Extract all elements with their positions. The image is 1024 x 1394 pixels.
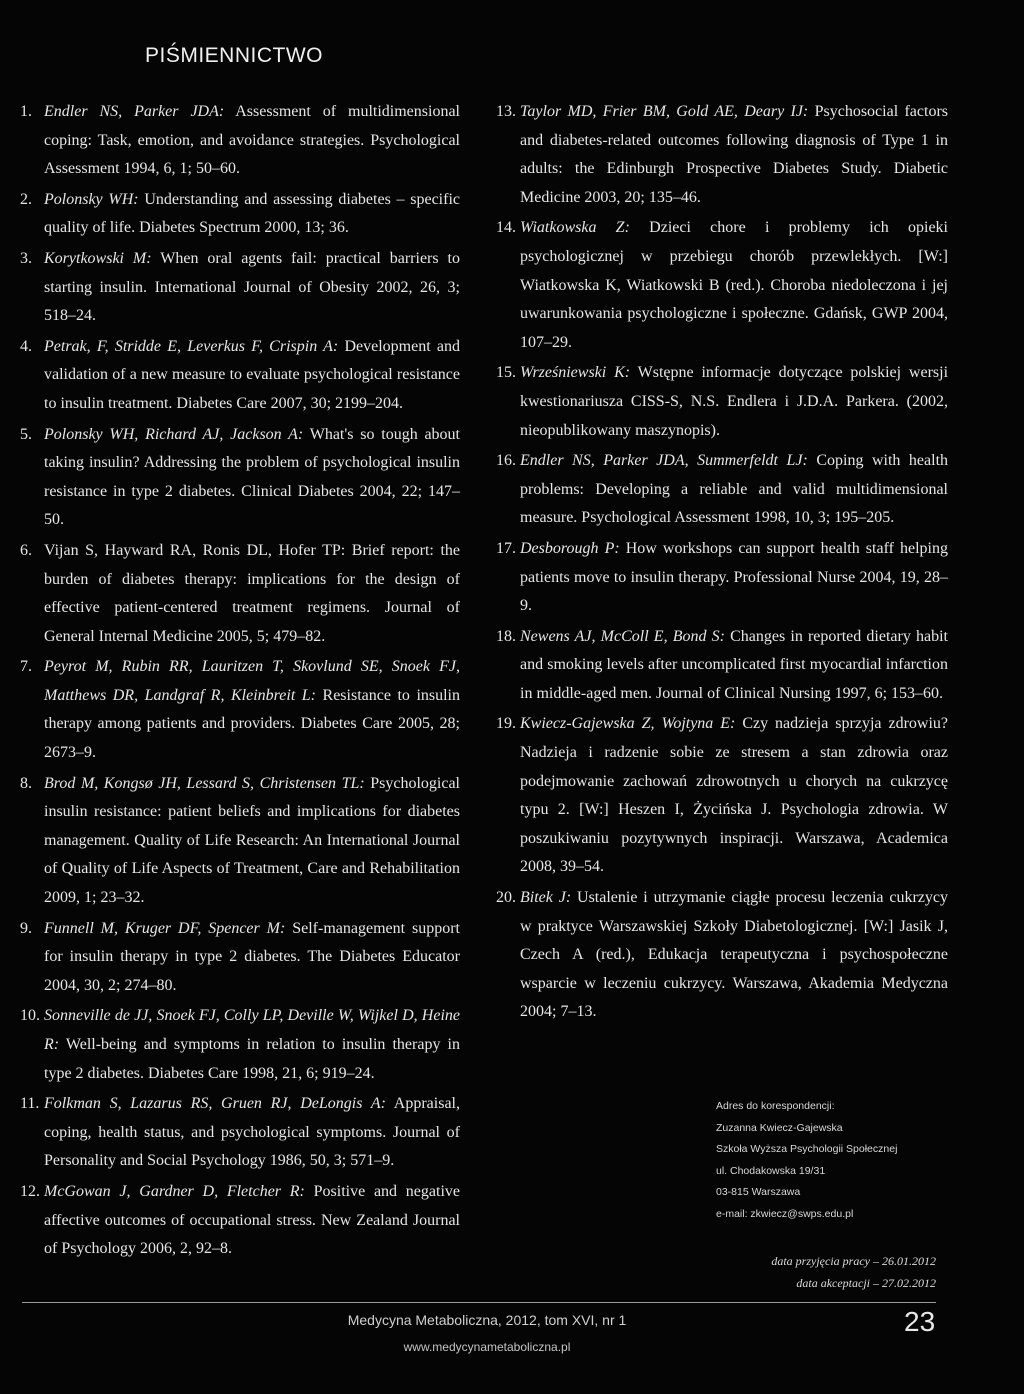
reference-authors: Polonsky WH, Richard AJ, Jackson A: — [44, 425, 304, 443]
reference-item — [20, 770, 460, 913]
references-column-left — [20, 98, 460, 1266]
reference-citation: What's so tough about taking insulin? Addressing the problem of psychological insulin resistance in type 2 diabetes. Clinical Diabetes 2004, 22; 147–50. — [44, 425, 460, 529]
reference-item — [496, 623, 948, 709]
reference-item — [496, 710, 948, 882]
reference-citation: Psychological insulin resistance: patient beliefs and implications for diabetes management. Quality of Life Research: An International Journal of Quality of Life Aspects of Treatment, Care and Rehabilitation 2009, 1; 23–32. — [44, 774, 461, 907]
references-heading: PIŚMIENNICTWO — [145, 44, 323, 67]
reference-citation: Psychosocial factors and diabetes-related outcomes following diagnosis of Type 1 in adults: the Edinburgh Prospective Diabetes Study. Diabetic Medicine 2003, 20; 135–46. — [520, 103, 948, 206]
reference-citation: Understanding and assessing diabetes – specific quality of life. Diabetes Spectrum 2000, 13; 36. — [44, 190, 461, 237]
reference-authors: Sonneville de JJ, Snoek FJ, Colly LP, Deville W, Wijkel D, Heine R: — [44, 1007, 460, 1053]
correspondence-block — [716, 1096, 952, 1225]
reference-number: 12. — [20, 1182, 40, 1200]
reference-authors: Wrześniewski K: — [520, 364, 631, 382]
date-accepted: data akceptacji – 27.02.2012 — [796, 1276, 936, 1290]
footer-divider — [22, 1302, 936, 1303]
reference-number: 6. — [20, 541, 32, 559]
reference-citation: Wstępne informacje dotyczące polskiej wersji kwestionariusza CISS-S, N.S. Endlera i J.D.A. Parkera. (2002, nieopublikowany maszynopis). — [520, 364, 949, 439]
reference-item — [496, 359, 948, 445]
reference-number: 4. — [20, 337, 32, 355]
reference-authors: Newens AJ, McColl E, Bond S: — [520, 627, 725, 645]
reference-citation: How workshops can support health staff helping patients move to insulin therapy. Professional Nurse 2004, 19, 28–9. — [520, 539, 948, 615]
reference-authors: Bitek J: — [520, 889, 572, 907]
reference-number: 14. — [496, 219, 516, 237]
reference-number: 10. — [20, 1007, 40, 1025]
date-received: data przyjęcia pracy – 26.01.2012 — [771, 1254, 936, 1268]
reference-citation: Self-management support for insulin therapy in type 2 diabetes. The Diabetes Educator 2004, 30, 2; 274–80. — [44, 919, 460, 994]
reference-citation: Appraisal, coping, health status, and psychological symptoms. Journal of Personality and Social Psychology 1986, 50, 3; 571–9. — [44, 1095, 460, 1170]
correspondence-city: 03-815 Warszawa — [716, 1186, 801, 1198]
reference-citation: Assessment of multidimensional coping: Task, emotion, and avoidance strategies. Psychological Assessment 1994, 6, 1; 50–60. — [44, 103, 460, 178]
reference-item — [496, 447, 948, 533]
reference-number: 11. — [20, 1095, 40, 1113]
reference-item — [20, 333, 460, 419]
reference-number: 17. — [496, 539, 516, 557]
reference-authors: Korytkowski M: — [44, 249, 152, 267]
reference-citation: Czy nadzieja sprzyja zdrowiu? Nadzieja i radzenie sobie ze stresem a stan zdrowia oraz podejmowanie zachowań zdrowotnych u chorych na cukrzycę typu 2. [W:] Heszen I, Życińska J. Psychologia zdrowia. W poszukiwaniu pozytywnych inspiracji. Warszawa, Academica 2008, 39–54. — [520, 715, 949, 876]
reference-item — [20, 537, 460, 651]
reference-number: 16. — [496, 452, 516, 470]
reference-number: 20. — [496, 889, 516, 907]
reference-authors: Folkman S, Lazarus RS, Gruen RJ, DeLongis A: — [44, 1095, 386, 1113]
reference-citation: Coping with health problems: Developing a reliable and valid multidimensional measure. Psychological Assessment 1998, 10, 3; 195–205. — [520, 452, 949, 527]
correspondence-email[interactable]: e-mail: zkwiecz@swps.edu.pl — [716, 1207, 854, 1220]
reference-number: 19. — [496, 715, 516, 733]
reference-item — [20, 653, 460, 767]
reference-authors: Funnell M, Kruger DF, Spencer M: — [44, 919, 286, 937]
correspondence-label: Adres do korespondencji: — [716, 1100, 835, 1112]
reference-item — [20, 1002, 460, 1088]
reference-authors: McGowan J, Gardner D, Fletcher R: — [44, 1182, 305, 1200]
reference-number: 7. — [20, 658, 32, 676]
article-dates — [771, 1250, 936, 1294]
reference-authors: Peyrot M, Rubin RR, Lauritzen T, Skovlund SE, Snoek FJ, Matthews DR, Landgraf R, Kleinbreit L: — [44, 658, 460, 704]
references-column-right — [496, 98, 948, 1029]
reference-number: 1. — [20, 103, 32, 120]
reference-citation: Well-being and symptoms in relation to insulin therapy in type 2 diabetes. Diabetes Care 1998, 21, 6; 919–24. — [44, 1036, 460, 1082]
reference-authors: Brod M, Kongsø JH, Lessard S, Christensen TL: — [44, 774, 365, 792]
reference-number: 8. — [20, 774, 32, 792]
reference-item — [496, 884, 948, 1027]
reference-authors: Endler NS, Parker JDA, Summerfeldt LJ: — [520, 452, 808, 470]
reference-citation: Dzieci chore i problemy ich opieki psychologicznej w przebiegu chorób przewlekłych. [W:] Wiatkowska K, Wiatkowski B (red.). Choroba niedoleczona i jej uwarunkowania psychologiczne i społeczne. Gdańsk, GWP 2004, 107–29. — [520, 219, 948, 351]
reference-citation: When oral agents fail: practical barriers to starting insulin. International Journal of Obesity 2002, 26, 3; 518–24. — [44, 249, 460, 325]
reference-item — [496, 98, 948, 212]
reference-authors: Wiatkowska Z: — [520, 219, 630, 237]
footer-journal-info: Medycyna Metaboliczna, 2012, tom XVI, nr 1 — [347, 1312, 627, 1328]
reference-citation: Development and validation of a new measure to evaluate psychological resistance to insulin treatment. Diabetes Care 2007, 30; 2199–204. — [44, 337, 461, 412]
reference-authors: Polonsky WH: — [44, 190, 139, 208]
reference-item — [20, 98, 460, 184]
correspondence-institution: Szkoła Wyższa Psychologii Społecznej — [716, 1143, 898, 1155]
page-number: 23 — [904, 1306, 936, 1337]
reference-citation: Vijan S, Hayward RA, Ronis DL, Hofer TP: Brief report: the burden of diabetes therapy: implications for the design of effective patient-centered treatment regimens. Journal of General Internal Medicine 2005, 5; 479–82. — [44, 541, 460, 645]
footer-website-link[interactable]: www.medycynametaboliczna.pl — [403, 1340, 571, 1354]
reference-item — [20, 1178, 460, 1264]
reference-citation: Positive and negative affective outcomes of occupational stress. New Zealand Journal of Psychology 2006, 2, 92–8. — [44, 1182, 461, 1258]
reference-authors: Desborough P: — [520, 539, 620, 557]
reference-item — [496, 535, 948, 621]
reference-authors: Kwiecz-Gajewska Z, Wojtyna E: — [520, 715, 736, 733]
reference-number: 18. — [496, 627, 516, 645]
reference-number: 15. — [496, 364, 516, 382]
reference-item — [496, 214, 948, 357]
reference-number: 3. — [20, 249, 32, 267]
reference-authors: Taylor MD, Frier BM, Gold AE, Deary IJ: — [520, 103, 809, 120]
reference-item — [20, 245, 460, 331]
correspondence-street: ul. Chodakowska 19/31 — [716, 1164, 826, 1177]
reference-item — [20, 186, 460, 243]
reference-citation: Ustalenie i utrzymanie ciągłe procesu leczenia cukrzycy w praktyce Warszawskiej Szkoły Diabetologicznej. [W:] Jasik J, Czech A (red.), Edukacja terapeutyczna i psychospołeczne wsparcie w leczeniu cukrzycy. Warszawa, Akademia Medyczna 2004; 7–13. — [520, 889, 948, 1021]
reference-authors: Petrak, F, Stridde E, Leverkus F, Crispin A: — [44, 337, 339, 355]
reference-number: 13. — [496, 103, 516, 120]
reference-number: 5. — [20, 425, 32, 443]
reference-citation: Resistance to insulin therapy among patients and providers. Diabetes Care 2005, 28; 2673–9. — [44, 686, 461, 762]
correspondence-name: Zuzanna Kwiecz-Gajewska — [716, 1121, 843, 1134]
reference-item — [20, 915, 460, 1001]
reference-item — [20, 1090, 460, 1176]
reference-number: 9. — [20, 919, 32, 937]
reference-number: 2. — [20, 190, 32, 208]
reference-citation: Changes in reported dietary habit and smoking levels after uncomplicated first myocardial infarction in middle-aged men. Journal of Clinical Nursing 1997, 6; 153–60. — [520, 627, 949, 702]
reference-item — [20, 421, 460, 535]
reference-authors: Endler NS, Parker JDA: — [44, 103, 225, 120]
